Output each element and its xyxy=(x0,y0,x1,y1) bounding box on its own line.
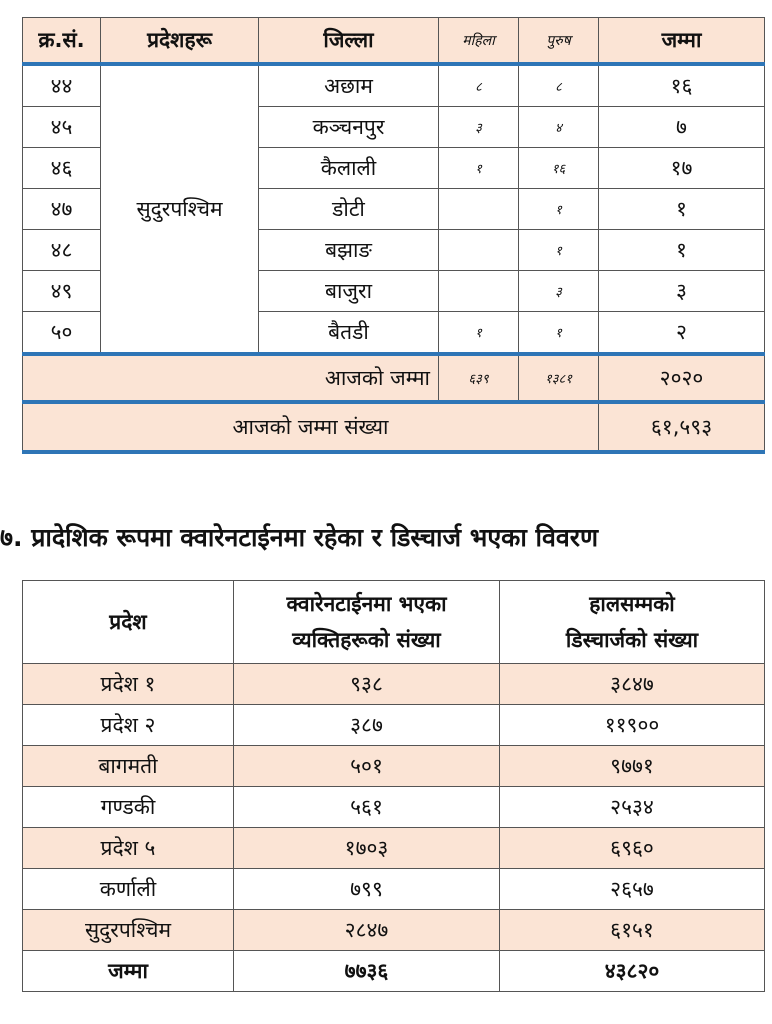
table-header-row xyxy=(23,581,765,664)
province-name: सुदुरपश्चिम xyxy=(23,910,234,951)
region-name: सुदुरपश्चिम xyxy=(101,64,259,354)
header-quarantine xyxy=(234,581,500,664)
total-count: १ xyxy=(599,230,765,271)
today-total-value: २०२० xyxy=(599,354,765,402)
province-name: गण्डकी xyxy=(23,787,234,828)
male-count: ३ xyxy=(519,271,599,312)
discharge-count: ११९०० xyxy=(500,705,765,746)
district-name: बाजुरा xyxy=(259,271,439,312)
table-row xyxy=(23,869,765,910)
male-count: १ xyxy=(519,312,599,355)
today-count-row xyxy=(23,402,765,452)
discharge-count: ३८४७ xyxy=(500,664,765,705)
district-name: बझाङ xyxy=(259,230,439,271)
district-cases-table xyxy=(22,17,765,454)
female-count: १ xyxy=(439,148,519,189)
table-row xyxy=(23,828,765,869)
total-count: ३ xyxy=(599,271,765,312)
male-count: १ xyxy=(519,230,599,271)
table-row xyxy=(23,787,765,828)
today-total-row xyxy=(23,354,765,402)
province-name: कर्णाली xyxy=(23,869,234,910)
male-count: १ xyxy=(519,189,599,230)
serial-number: ४७ xyxy=(23,189,101,230)
province-name: प्रदेश १ xyxy=(23,664,234,705)
female-count xyxy=(439,230,519,271)
serial-number: ४५ xyxy=(23,107,101,148)
male-count: ८ xyxy=(519,64,599,107)
quarantine-count: २८४७ xyxy=(234,910,500,951)
province-name: प्रदेश २ xyxy=(23,705,234,746)
header-district: जिल्ला xyxy=(259,18,439,65)
district-name: अछाम xyxy=(259,64,439,107)
header-province: प्रदेश xyxy=(23,581,234,664)
female-count xyxy=(439,189,519,230)
header-total: जम्मा xyxy=(599,18,765,65)
total-count: ७ xyxy=(599,107,765,148)
male-count: ४ xyxy=(519,107,599,148)
today-count-value: ६१,५९३ xyxy=(599,402,765,452)
total-discharged: ४३८२० xyxy=(500,951,765,992)
total-label: जम्मा xyxy=(23,951,234,992)
quarantine-count: १७०३ xyxy=(234,828,500,869)
male-count: १६ xyxy=(519,148,599,189)
female-count xyxy=(439,271,519,312)
total-quarantine: ७७३६ xyxy=(234,951,500,992)
header-discharge xyxy=(500,581,765,664)
today-total-male: १३८१ xyxy=(519,354,599,402)
serial-number: ४९ xyxy=(23,271,101,312)
section-heading: ७. प्रादेशिक रूपमा क्वारेनटाईनमा रहेका र डिस्चार्ज भएका विवरण xyxy=(0,523,599,552)
table-row xyxy=(23,664,765,705)
header-provinces: प्रदेशहरू xyxy=(101,18,259,65)
table-row xyxy=(23,910,765,951)
header-discharge-line2: डिस्चार्जको संख्या xyxy=(565,628,699,652)
total-count: १ xyxy=(599,189,765,230)
header-female: महिला xyxy=(439,18,519,65)
female-count: १ xyxy=(439,312,519,355)
today-total-female: ६३९ xyxy=(439,354,519,402)
quarantine-count: ५६१ xyxy=(234,787,500,828)
header-discharge-line1: हालसम्मको xyxy=(589,592,675,616)
header-quarantine-line1: क्वारेनटाईनमा भएका xyxy=(286,592,447,616)
table-row xyxy=(23,64,765,107)
discharge-count: ९७७१ xyxy=(500,746,765,787)
province-quarantine-table xyxy=(22,580,765,992)
today-total-label: आजको जम्मा xyxy=(23,354,439,402)
quarantine-count: ५०१ xyxy=(234,746,500,787)
female-count: ३ xyxy=(439,107,519,148)
serial-number: ४८ xyxy=(23,230,101,271)
discharge-count: २५३४ xyxy=(500,787,765,828)
table-header-row xyxy=(23,18,765,65)
quarantine-count: ३८७ xyxy=(234,705,500,746)
province-name: बागमती xyxy=(23,746,234,787)
total-count: १६ xyxy=(599,64,765,107)
total-count: १७ xyxy=(599,148,765,189)
total-count: २ xyxy=(599,312,765,355)
total-row xyxy=(23,951,765,992)
header-quarantine-line2: व्यक्तिहरूको संख्या xyxy=(292,628,441,652)
serial-number: ४६ xyxy=(23,148,101,189)
district-name: कञ्चनपुर xyxy=(259,107,439,148)
discharge-count: ६९६० xyxy=(500,828,765,869)
serial-number: ५० xyxy=(23,312,101,355)
district-name: कैलाली xyxy=(259,148,439,189)
district-name: बैतडी xyxy=(259,312,439,355)
province-name: प्रदेश ५ xyxy=(23,828,234,869)
female-count: ८ xyxy=(439,64,519,107)
table-row xyxy=(23,746,765,787)
discharge-count: २६५७ xyxy=(500,869,765,910)
header-male: पुरुष xyxy=(519,18,599,65)
quarantine-count: ७९९ xyxy=(234,869,500,910)
header-serial-number: क्र.सं. xyxy=(23,18,101,65)
quarantine-count: ९३८ xyxy=(234,664,500,705)
district-name: डोटी xyxy=(259,189,439,230)
serial-number: ४४ xyxy=(23,64,101,107)
discharge-count: ६१५१ xyxy=(500,910,765,951)
today-count-label: आजको जम्मा संख्या xyxy=(23,402,599,452)
table-row xyxy=(23,705,765,746)
